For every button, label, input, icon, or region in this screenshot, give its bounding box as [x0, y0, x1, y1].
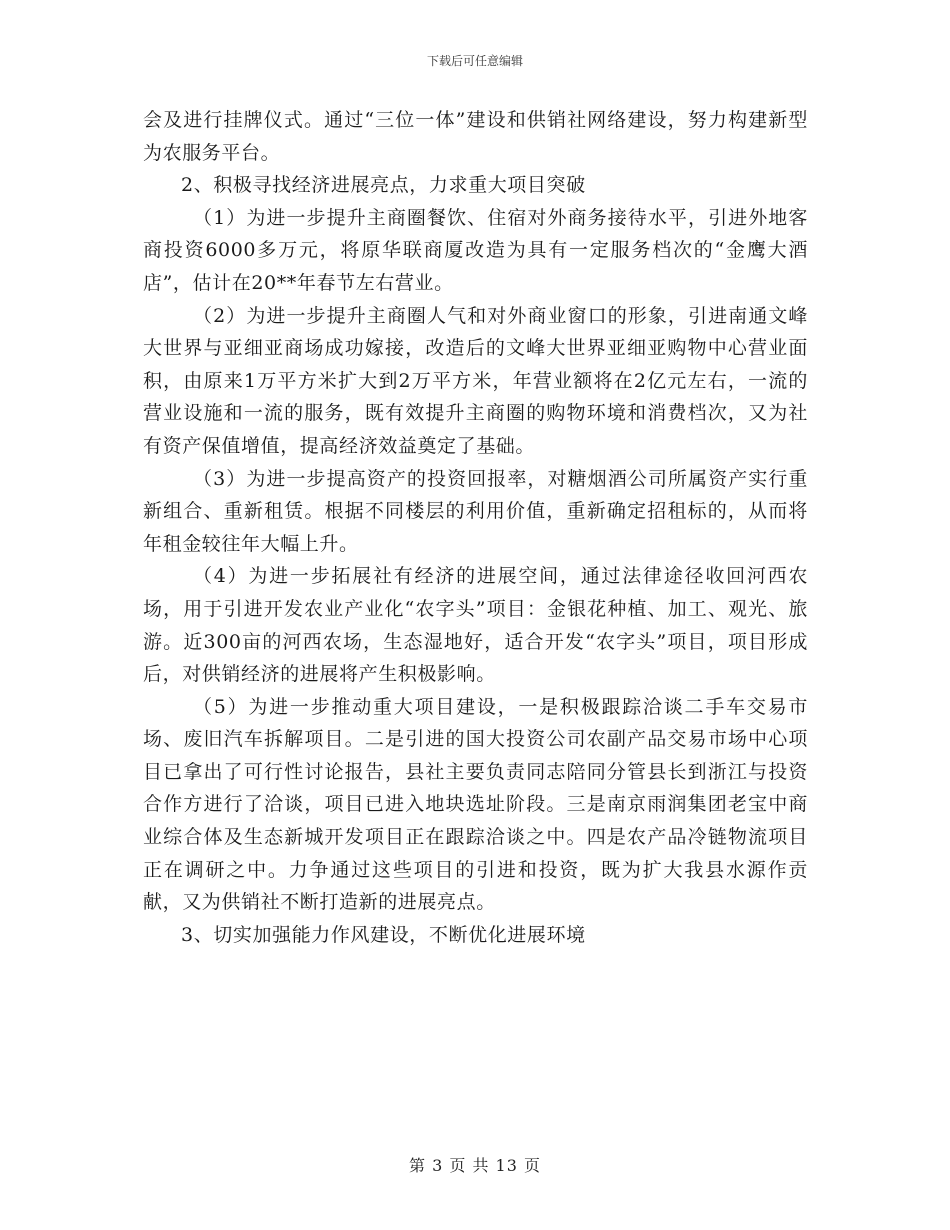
paragraph-item-2: （2）为进一步提升主商圈人气和对外商业窗口的形象，引进南通文峰大世界与亚细亚商场成功嫁接，改造后的文峰大世界亚细亚购物中心营业面积，由原来1万平方米扩大到2万平方米，年营业额将在2亿元左右，一流的营业设施和一流的服务，既有效提升主商圈的购物环境和消费档次，又为社有资产保值增值，提高经济效益奠定了基础。: [143, 304, 808, 457]
paragraph-item-1: （1）为进一步提升主商圈餐饮、住宿对外商务接待水平，引进外地客商投资6000多万元，将原华联商厦改造为具有一定服务档次的“金鹰大酒店”，估计在20**年春节左右营业。: [143, 206, 808, 294]
document-body: [143, 104, 808, 951]
page-number-footer: 第 3 页 共 13 页: [409, 1156, 541, 1175]
paragraph-item-3: （3）为进一步提高资产的投资回报率，对糖烟酒公司所属资产实行重新组合、重新租赁。根据不同楼层的利用价值，重新确定招租标的，从而将年租金较往年大幅上升。: [143, 467, 808, 555]
paragraph-item-4: （4）为进一步拓展社有经济的进展空间，通过法律途径收回河西农场，用于引进开发农业产业化“农字头”项目：金银花种植、加工、观光、旅游。近300亩的河西农场，生态湿地好，适合开发“农字头”项目，项目形成后，对供销经济的进展将产生积极影响。: [143, 565, 808, 686]
section-heading-3: 3、切实加强能力作风建设，不断优化进展环境: [181, 923, 586, 946]
paragraph-continuation: 会及进行挂牌仪式。通过“三位一体”建设和供销社网络建设，努力构建新型为农服务平台。: [143, 109, 808, 164]
section-heading-2: 2、积极寻找经济进展亮点，力求重大项目突破: [181, 174, 586, 197]
page-header: 下载后可任意编辑: [426, 54, 523, 68]
paragraph-item-5: （5）为进一步推动重大项目建设，一是积极跟踪洽谈二手车交易市场、废旧汽车拆解项目。二是引进的国大投资公司农副产品交易市场中心项目已拿出了可行性讨论报告，县社主要负责同志陪同分管县长到浙江与投资合作方进行了洽谈，项目已进入地块选址阶段。三是南京雨润集团老宝中商业综合体及生态新城开发项目正在跟踪洽谈之中。四是农产品冷链物流项目正在调研之中。力争通过这些项目的引进和投资，既为扩大我县水源作贡献，又为供销社不断打造新的进展亮点。: [143, 695, 808, 914]
